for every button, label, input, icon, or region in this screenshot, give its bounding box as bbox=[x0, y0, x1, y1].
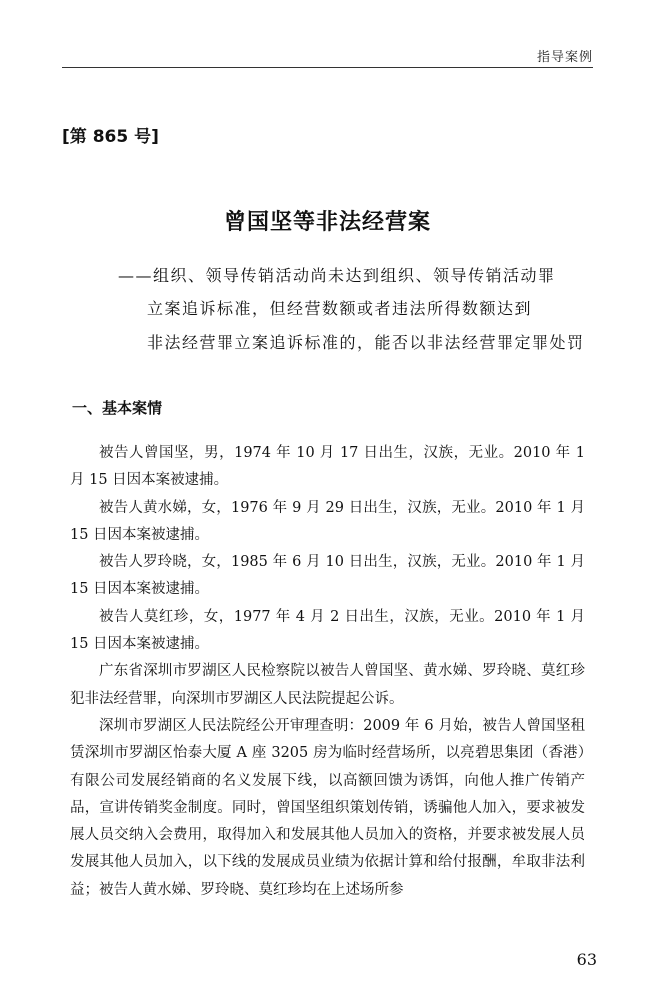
subtitle-line-2: 立案追诉标准，但经营数额或者违法所得数额达到 bbox=[147, 299, 533, 318]
paragraph-defendant-4: 被告人莫红珍，女，1977 年 4 月 2 日出生，汉族，无业。2010 年 1 月 15 日因本案被逮捕。 bbox=[70, 608, 585, 653]
subtitle-line-3: 非法经营罪立案追诉标准的，能否以非法经营罪定罪处罚 bbox=[147, 333, 585, 352]
case-title: 曾国坚等非法经营案 bbox=[223, 209, 431, 235]
section-heading: 一、基本案情 bbox=[72, 399, 163, 417]
body-text bbox=[70, 440, 585, 904]
header-divider bbox=[62, 67, 593, 68]
page-number: 63 bbox=[576, 950, 597, 969]
paragraph-defendant-3: 被告人罗玲晓，女，1985 年 6 月 10 日出生，汉族，无业。2010 年 1 月 15 日因本案被逮捕。 bbox=[70, 554, 585, 598]
paragraph-court-findings: 深圳市罗湖区人民法院经公开审理查明：2009 年 6 月始，被告人曾国坚租赁深圳市罗湖区怡泰大厦 A 座 3205 房为临时经营场所，以亮碧思集团（香港）有限公司发展经销商的名义发展下线，以高额回馈为诱饵，向他人推广传销产品，宣讲传销奖金制度。同时，曾国坚组织策划传销，诱骗他人加入，要求被发展人员交纳入会费用，取得加入和发展其他人员加入的资格，并要求被发展人员发展其他人员加入，以下线的发展成员业绩为依据计算和给付报酬，牟取非法利益；被告人黄水娣、罗玲晓、莫红珍均在上述场所参 bbox=[70, 717, 585, 898]
paragraph-defendant-2: 被告人黄水娣，女，1976 年 9 月 29 日出生，汉族，无业。2010 年 1 月 15 日因本案被逮捕。 bbox=[70, 499, 585, 543]
subtitle-line-1: ——组织、领导传销活动尚未达到组织、领导传销活动罪 bbox=[118, 266, 556, 285]
case-number: [第 865 号] bbox=[62, 127, 159, 147]
paragraph-prosecution: 广东省深圳市罗湖区人民检察院以被告人曾国坚、黄水娣、罗玲晓、莫红珍犯非法经营罪，向深圳市罗湖区人民法院提起公诉。 bbox=[70, 663, 585, 707]
paragraph-defendant-1: 被告人曾国坚，男，1974 年 10 月 17 日出生，汉族，无业。2010 年 1 月 15 日因本案被逮捕。 bbox=[70, 445, 585, 489]
running-header: 指导案例 bbox=[536, 50, 593, 65]
